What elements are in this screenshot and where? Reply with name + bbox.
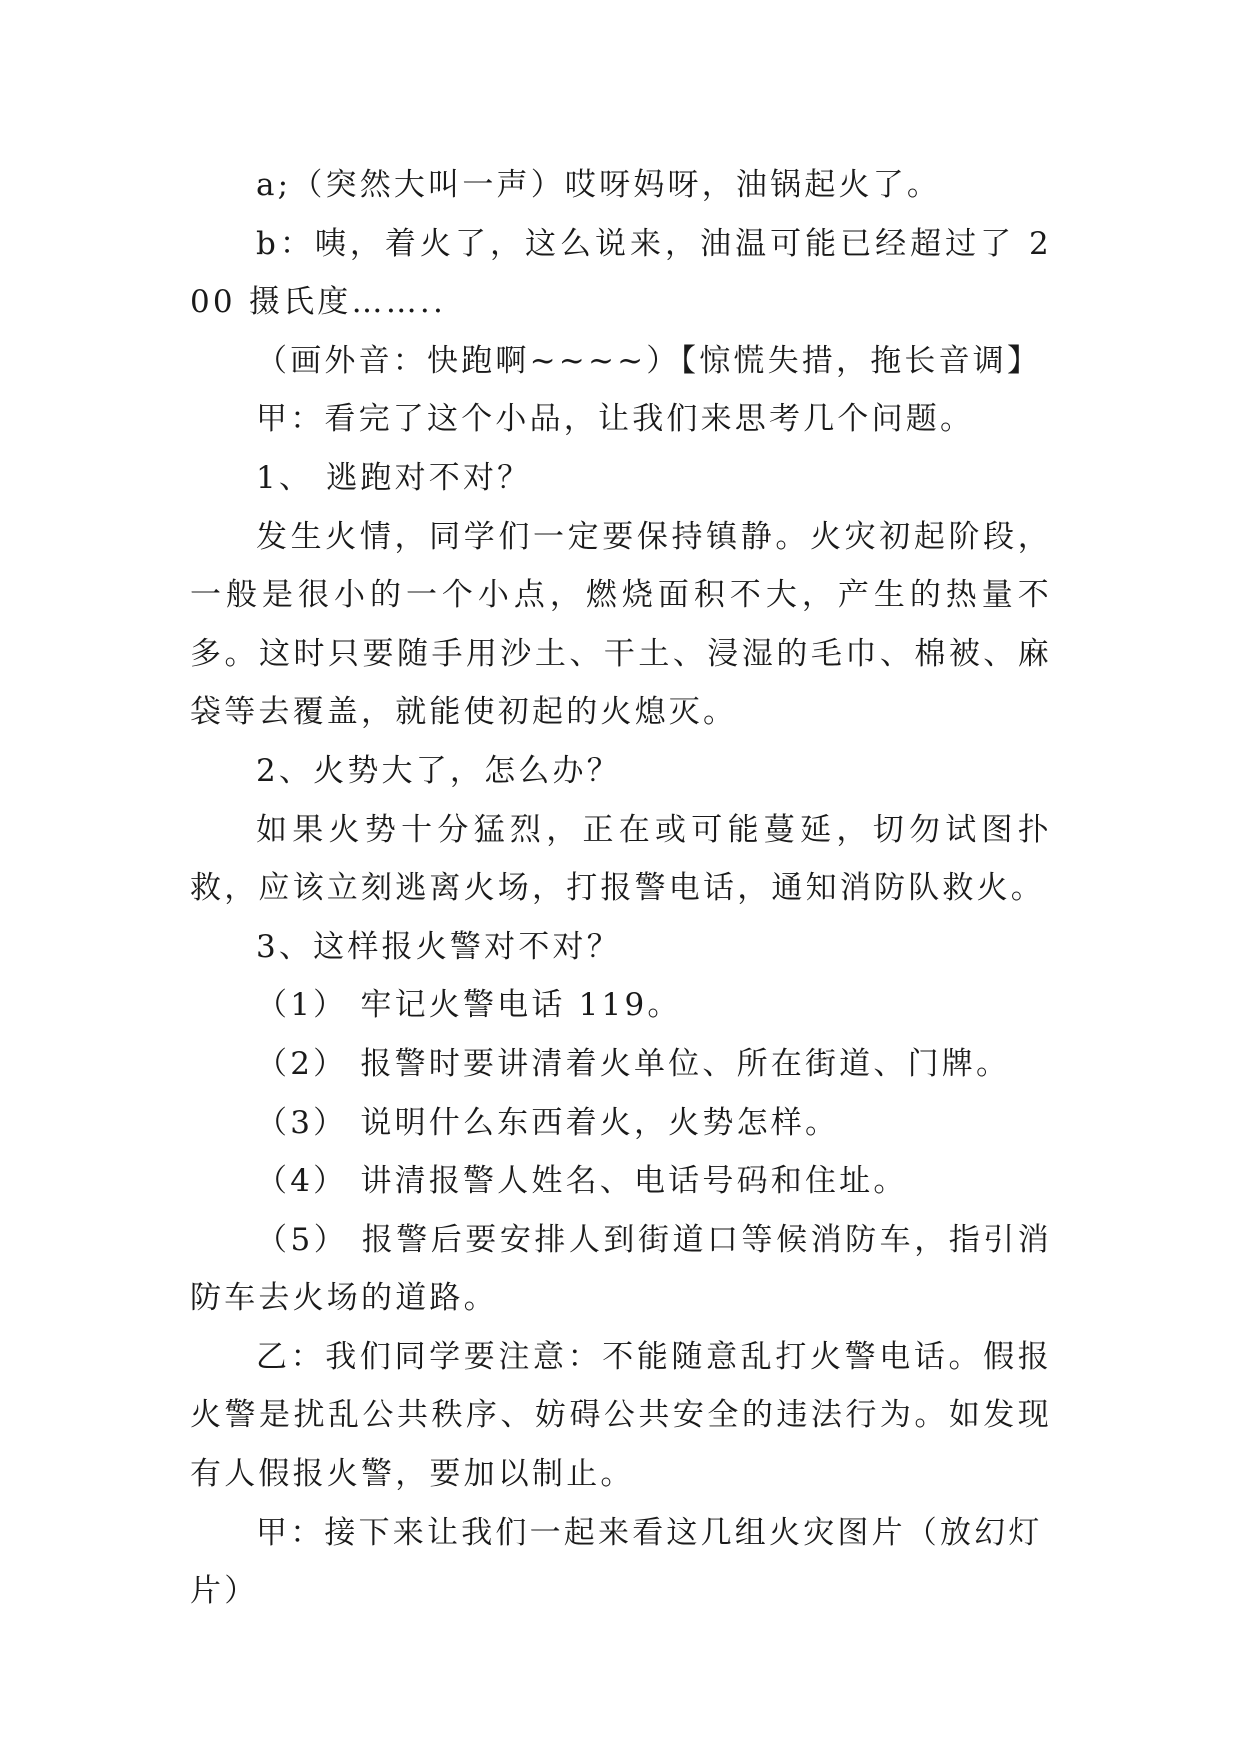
answer-1-paragraph: 发生火情，同学们一定要保持镇静。火灾初起阶段，一般是很小的一个小点，燃烧面积不大，产生的热量不多。这时只要随手用沙土、干土、浸湿的毛巾、棉被、麻袋等去覆盖，就能使初起的火熄灭。	[190, 518, 1052, 731]
paragraph-jia-intro: 甲：看完了这个小品，让我们来思考几个问题。	[256, 401, 975, 438]
list-item-2: （2） 报警时要讲清着火单位、所在街道、门牌。	[256, 1045, 1011, 1082]
paragraph-dialogue-a: a;（突然大叫一声）哎呀妈呀，油锅起火了。	[256, 167, 942, 203]
list-item-3: （3） 说明什么东西着火，火势怎样。	[256, 1104, 840, 1141]
question-2-heading: 2、火势大了，怎么办？	[256, 752, 621, 789]
document-body	[190, 156, 1052, 1621]
list-item-1: （1） 牢记火警电话 119。	[256, 987, 682, 1024]
list-item-5: （5） 报警后要安排人到街道口等候消防车，指引消防车去火场的道路。	[190, 1221, 1052, 1317]
question-3-heading: 3、这样报火警对不对？	[256, 928, 621, 965]
paragraph-jia-slides: 甲：接下来让我们一起来看这几组火灾图片（放幻灯片）	[190, 1514, 1043, 1610]
paragraph-voiceover: （画外音：快跑啊~~~~）【惊慌失措，拖长音调】	[256, 342, 1042, 379]
paragraph-yi-warning: 乙：我们同学要注意：不能随意乱打火警电话。假报火警是扰乱公共秩序、妨碍公共安全的违法行为。如发现有人假报火警，要加以制止。	[190, 1338, 1052, 1493]
answer-2-paragraph: 如果火势十分猛烈，正在或可能蔓延，切勿试图扑救，应该立刻逃离火场，打报警电话，通知消防队救火。	[190, 811, 1052, 907]
paragraph-dialogue-b: b：咦，着火了，这么说来，油温可能已经超过了 200 摄氏度……..	[190, 225, 1052, 321]
question-1-heading: 1、 逃跑对不对？	[256, 459, 532, 496]
list-item-4: （4） 讲清报警人姓名、电话号码和住址。	[256, 1163, 908, 1200]
